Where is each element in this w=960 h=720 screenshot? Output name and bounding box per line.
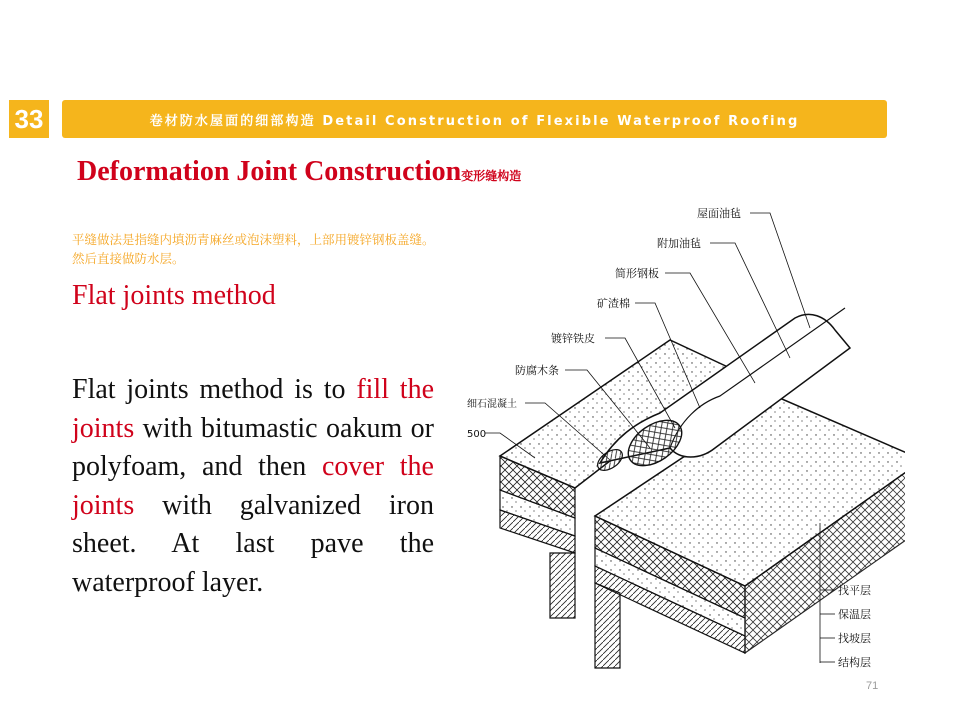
label-leveling-layer: 找平层 bbox=[838, 584, 871, 597]
slide-title bbox=[77, 156, 521, 188]
method-description bbox=[72, 371, 434, 602]
slide-title-en: Deformation Joint Construction bbox=[77, 156, 462, 187]
label-timber-strip: 防腐木条 bbox=[515, 364, 559, 377]
header-banner: 卷材防水屋面的细部构造 Detail Construction of Flexible Waterproof Roofing bbox=[62, 100, 887, 138]
label-roof-felt: 屋面油毡 bbox=[697, 207, 741, 220]
label-dimension: 500 bbox=[467, 429, 487, 440]
label-extra-felt: 附加油毡 bbox=[657, 237, 701, 250]
slide-number-badge: 33 bbox=[9, 100, 49, 138]
page-number: 71 bbox=[866, 680, 879, 692]
label-galvanized-sheet: 镀锌铁皮 bbox=[551, 332, 595, 345]
label-structure-layer: 结构层 bbox=[838, 656, 871, 669]
label-insulation-layer: 保温层 bbox=[838, 608, 871, 621]
para-text-1: Flat joints method is to bbox=[72, 374, 357, 405]
label-steel-plate: 简形钢板 bbox=[615, 267, 659, 280]
method-heading: Flat joints method bbox=[72, 280, 276, 311]
left-wall bbox=[550, 553, 575, 618]
label-slope-layer: 找坡层 bbox=[838, 632, 871, 645]
para-text-3: with galvanized iron sheet. At last pave the waterproof layer. bbox=[72, 489, 434, 598]
para-highlight-fill: fill the joints bbox=[72, 374, 434, 444]
slide-title-cn: 变形缝构造 bbox=[461, 169, 522, 183]
label-fine-concrete: 细石混凝土 bbox=[467, 399, 517, 410]
label-slag-wool: 矿渣棉 bbox=[597, 297, 630, 310]
para-text-2: with bitumastic oakum or polyfoam, and then bbox=[72, 412, 434, 482]
chinese-note: 平缝做法是指缝内填沥青麻丝或泡沫塑料，上部用镀锌钢板盖缝。然后直接做防水层。 bbox=[72, 232, 435, 266]
joint-construction-diagram bbox=[465, 198, 905, 678]
para-highlight-cover: cover the joints bbox=[72, 451, 434, 521]
right-wall bbox=[595, 583, 620, 668]
